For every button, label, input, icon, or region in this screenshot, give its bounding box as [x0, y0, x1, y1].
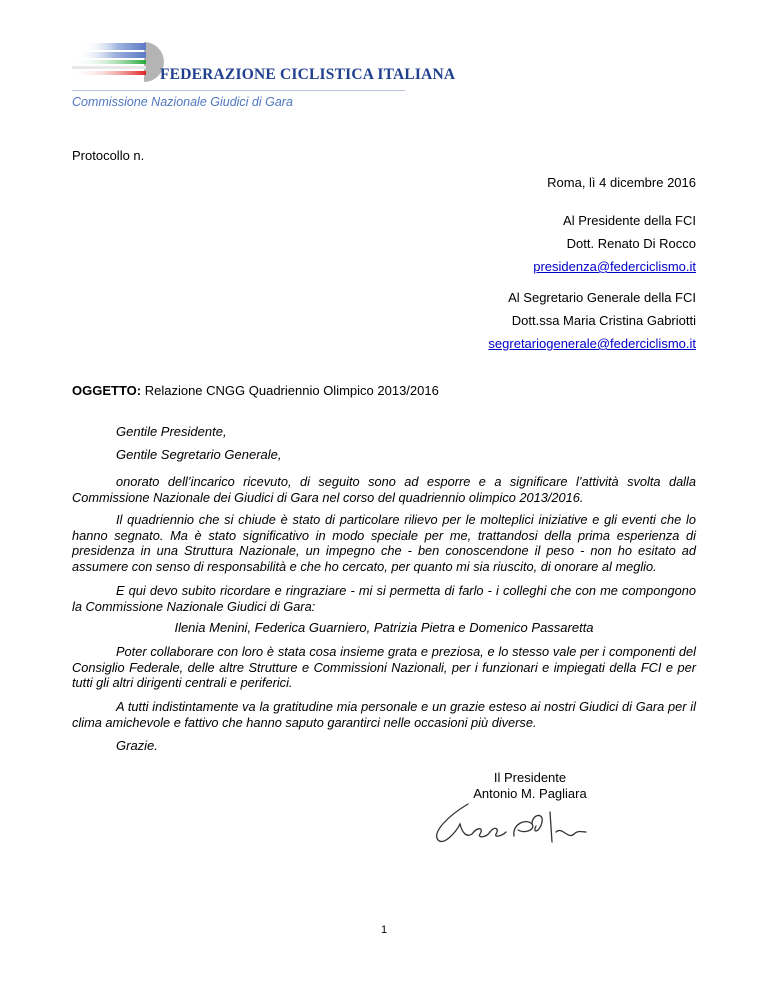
salutation-secretary: Gentile Segretario Generale, [116, 447, 282, 462]
recipient-1-name: Dott. Renato Di Rocco [566, 236, 696, 251]
fci-logo-icon [72, 40, 172, 85]
body-paragraph-1: onorato dell’incarico ricevuto, di seguito sono ad esporre e a significare l’attività svolta dalla Commissione Nazionale dei Giudici di Gara nel corso del quadriennio olimpico 2013/2016. [72, 474, 696, 505]
handwritten-signature-icon [428, 802, 588, 846]
body-paragraph-5: A tutti indistintamente va la gratitudine mia personale e un grazie esteso ai nostri Giudici di Gara per il clima amichevole e fattivo che hanno saputo garantirci nelle occasioni più diverse. [72, 699, 696, 730]
salutation-president: Gentile Presidente, [116, 424, 227, 439]
body-paragraph-3: E qui devo subito ricordare e ringraziare - mi si permetta di farlo - i colleghi che con me compongono la Commissione Nazionale Giudici di Gara: [72, 583, 696, 614]
recipient-2-email-link[interactable]: segretariogenerale@federciclismo.it [488, 336, 696, 351]
protocol-number: Protocollo n. [72, 148, 145, 163]
organization-name: FEDERAZIONE CICLISTICA ITALIANA [160, 66, 456, 83]
commission-name: Commissione Nazionale Giudici di Gara [72, 95, 293, 109]
place-date: Roma, lì 4 dicembre 2016 [547, 175, 696, 190]
page-number: 1 [380, 924, 388, 936]
body-paragraph-2: Il quadriennio che si chiude è stato di particolare rilievo per le molteplici iniziative e gli eventi che lo hanno segnato. Ma è stato significativo in modo speciale per me, trattandosi della prima esperienza di presidenza in una Struttura Nazionale, un impegno che - ben conoscendone il peso - non ho esitato ad assumere con senso di responsabilità e che ho cercato, per quanto mi sia riuscito, di onorare al meglio. [72, 512, 696, 575]
subject-line [72, 383, 439, 398]
signer-title: Il Presidente [493, 770, 567, 785]
subject-text: Relazione CNGG Quadriennio Olimpico 2013/2016 [141, 383, 439, 398]
recipient-2-name: Dott.ssa Maria Cristina Gabriotti [511, 313, 696, 328]
recipient-2-title: Al Segretario Generale della FCI [508, 290, 696, 305]
recipient-1-email-link[interactable]: presidenza@federciclismo.it [533, 259, 696, 274]
commission-members: Ilenia Menini, Federica Guarniero, Patrizia Pietra e Domenico Passaretta [174, 620, 594, 635]
signer-name: Antonio M. Pagliara [473, 786, 587, 801]
subject-label: OGGETTO: [72, 383, 142, 398]
closing-thanks: Grazie. [116, 738, 158, 753]
body-paragraph-4: Poter collaborare con loro è stata cosa insieme grata e preziosa, e lo stesso vale per i componenti del Consiglio Federale, delle altre Strutture e Commissioni Nazionali, per i funzionari e impiegati della FCI e per tutti gli altri dirigenti centrali e periferici. [72, 644, 696, 691]
header-divider [72, 90, 405, 91]
recipient-1-title: Al Presidente della FCI [563, 213, 696, 228]
